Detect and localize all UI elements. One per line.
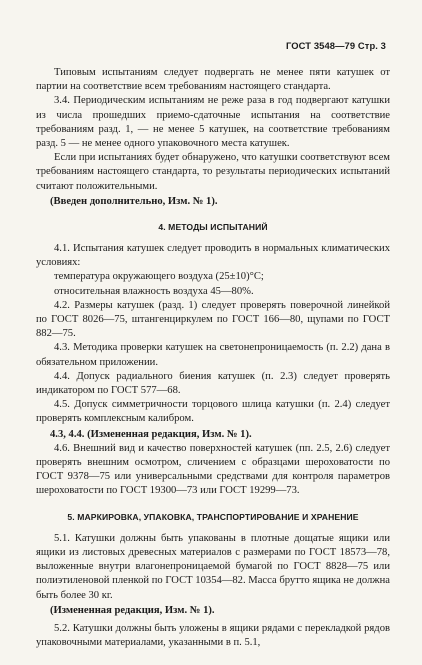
amendment-note-3: (Измененная редакция, Изм. № 1).	[50, 604, 215, 616]
paragraph-4-4: 4.4. Допуск радиального биения катушек (п. 2.3) следует проверять индикатором по ГОСТ 577—68.	[36, 370, 390, 397]
paragraph-4-5: 4.5. Допуск симметричности торцового шлица катушки (п. 2.4) следует проверять комплексным калибром.	[36, 399, 390, 425]
document-body	[36, 66, 390, 650]
section-4-heading: 4. МЕТОДЫ ИСПЫТАНИЙ	[158, 222, 268, 233]
paragraph-type-tests: Типовым испытаниям следует подвергать не менее пяти катушек от партии на соответствие всем требованиям настоящего стандарта.	[36, 67, 390, 93]
paragraph-4-3: 4.3. Методика проверки катушек на светонепроницаемость (п. 2.2) дана в обязательном приложении.	[36, 342, 390, 368]
paragraph-5-2: 5.2. Катушки должны быть уложены в ящики рядами с перекладкой рядов упаковочными материалами, указанными в п. 5.1,	[36, 622, 390, 649]
page-header: ГОСТ 3548—79 Стр. 3	[285, 40, 386, 51]
paragraph-results: Если при испытаниях будет обнаружено, что катушки соответствуют всем требованиям настоящего стандарта, то результаты периодических испытаний считают положительными.	[36, 152, 390, 192]
paragraph-5-1: 5.1. Катушки должны быть упакованы в плотные дощатые ящики или ящики из листовых древесных материалов с размерами по ГОСТ 18573—78, выложенные внутри влагонепроницаемой бумагой по ГОСТ 8828—75 или полиэтиленовой пленкой по ГОСТ 10354—82. Масса брутто ящика не должна быть более 30 кг.	[36, 532, 390, 601]
paragraph-4-2: 4.2. Размеры катушек (разд. 1) следует проверять поверочной линейкой по ГОСТ 8026—75, штангенциркулем по ГОСТ 166—80, щупами по ГОСТ 882—75.	[36, 299, 390, 340]
paragraph-4-6: 4.6. Внешний вид и качество поверхностей катушек (пп. 2.5, 2.6) следует проверять внешним осмотром, сличением с образцами шероховатости по ГОСТ 9378—75 или универсальными средствами для контроля параметров шероховатости по ГОСТ 19300—73 или ГОСТ 19299—73.	[36, 442, 390, 497]
paragraph-4-1: 4.1. Испытания катушек следует проводить в нормальных климатических условиях:	[36, 243, 390, 269]
amendment-note-2: 4.3, 4.4. (Измененная редакция, Изм. № 1).	[50, 428, 252, 440]
paragraph-4-1-humidity: относительная влажность воздуха 45—80%.	[54, 285, 254, 297]
amendment-note-1: (Введен дополнительно, Изм. № 1).	[50, 195, 218, 207]
section-5-heading: 5. МАРКИРОВКА, УПАКОВКА, ТРАНСПОРТИРОВАНИЕ И ХРАНЕНИЕ	[67, 511, 359, 522]
paragraph-3-4: 3.4. Периодическим испытаниям не реже раза в год подвергают катушки из числа прошедших приемо-сдаточные испытания на соответствие требованиям разд. 1, — не менее 5 катушек, на соответствие требованиям разд. 5 — не менее одного упаковочного места катушек.	[36, 95, 390, 150]
paragraph-4-1-temperature: температура окружающего воздуха (25±10)°С;	[54, 271, 264, 283]
